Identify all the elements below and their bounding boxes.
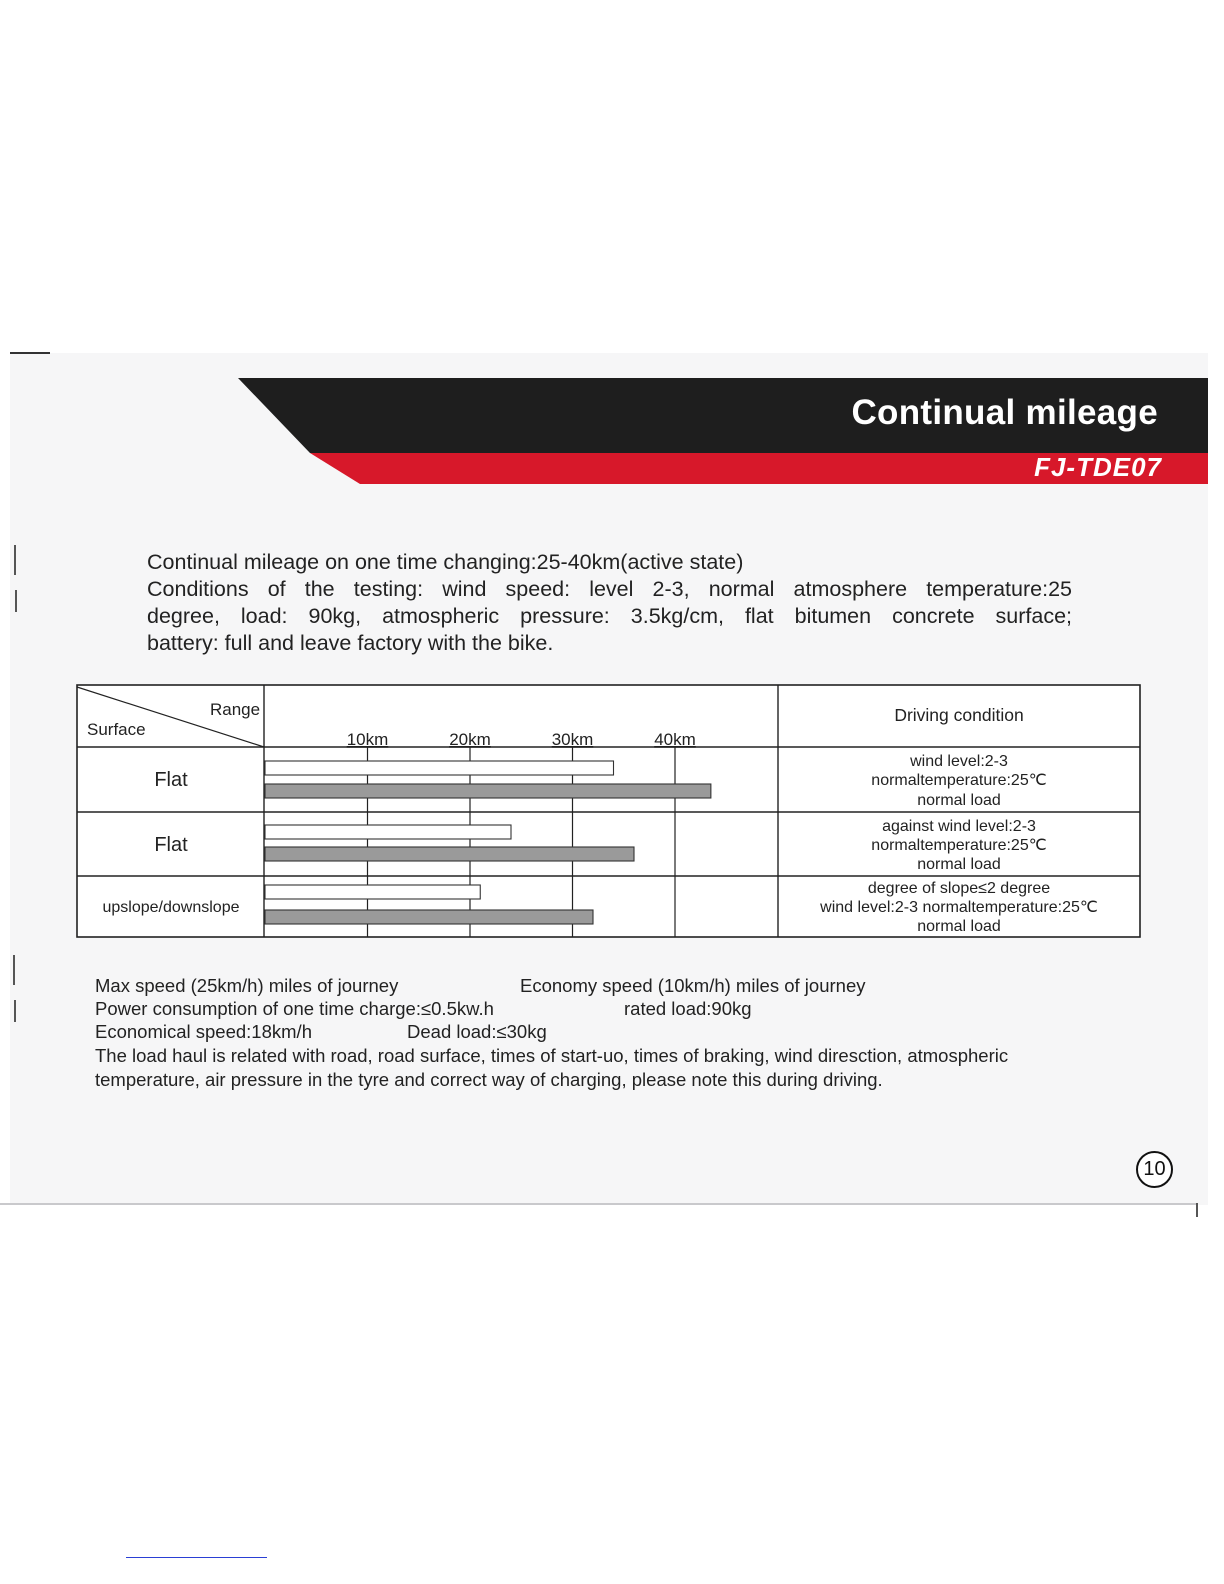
row-surface-label: Flat xyxy=(154,834,188,856)
x-tick-label: 20km xyxy=(449,730,491,749)
note-load-line: temperature, air pressure in the tyre and correct way of charging, please note this during driving. xyxy=(95,1069,883,1090)
note-rated-load: rated load:90kg xyxy=(624,998,752,1019)
mileage-table xyxy=(76,684,1142,940)
bar-grey-row-3 xyxy=(265,910,593,924)
bar-white-row-2 xyxy=(265,825,511,839)
bar-white-row-1 xyxy=(265,761,614,775)
intro-line: Conditions of the testing: wind speed: level 2-3, normal atmosphere temperature:25 xyxy=(147,577,1072,601)
binding-mark xyxy=(14,545,16,575)
row-condition-line: normaltemperature:25℃ xyxy=(871,837,1047,854)
note-load-line: The load haul is related with road, road surface, times of start-uo, times of braking, wind diresction, atmospheric xyxy=(95,1045,1009,1066)
model-code: FJ-TDE07 xyxy=(1034,452,1162,482)
note-economical-speed: Economical speed:18km/h xyxy=(95,1021,312,1042)
scan-edge-bottom xyxy=(0,1203,1198,1205)
note-economy-speed: Economy speed (10km/h) miles of journey xyxy=(520,975,866,996)
driving-condition-header: Driving condition xyxy=(894,705,1024,725)
footer-underline xyxy=(126,1557,267,1558)
row-surface-label: Flat xyxy=(154,769,188,791)
page-title: Continual mileage xyxy=(851,393,1158,432)
note-max-speed: Max speed (25km/h) miles of journey xyxy=(95,975,399,996)
x-tick-label: 40km xyxy=(654,730,696,749)
page-number: 10 xyxy=(1136,1151,1173,1188)
bar-grey-row-2 xyxy=(265,847,634,861)
row-surface-label: upslope/downslope xyxy=(102,899,240,916)
note-dead-load: Dead load:≤30kg xyxy=(407,1021,547,1042)
x-tick-label: 10km xyxy=(346,730,389,749)
row-condition-line: normal load xyxy=(917,856,1001,873)
intro-line: degree, load: 90kg, atmospheric pressure: 3.5kg/cm, flat bitumen concrete surface; xyxy=(147,604,1072,628)
intro-line: Continual mileage on one time changing:25-40km(active state) xyxy=(147,550,744,574)
row-condition-line: normal load xyxy=(917,918,1001,935)
binding-mark xyxy=(13,955,15,985)
row-condition-line: wind level:2-3 normaltemperature:25℃ xyxy=(820,899,1098,916)
row-condition-line: normal load xyxy=(917,792,1001,809)
row-condition-line: normaltemperature:25℃ xyxy=(871,772,1047,789)
intro-line: battery: full and leave factory with the bike. xyxy=(147,631,554,655)
bar-white-row-3 xyxy=(265,885,480,899)
row-condition-line: against wind level:2-3 xyxy=(882,818,1036,835)
note-power: Power consumption of one time charge:≤0.5kw.h xyxy=(95,998,494,1019)
binding-mark xyxy=(1196,1203,1198,1217)
row-condition-line: wind level:2-3 xyxy=(910,753,1008,770)
corner-surface-label: Surface xyxy=(87,720,146,739)
x-tick-label: 30km xyxy=(551,730,594,749)
binding-mark xyxy=(15,590,17,612)
row-condition-line: degree of slope≤2 degree xyxy=(867,880,1051,897)
corner-range-label: Range xyxy=(210,700,261,719)
bar-grey-row-1 xyxy=(265,784,711,798)
binding-mark xyxy=(14,1000,16,1022)
scan-edge-rule xyxy=(10,352,50,354)
